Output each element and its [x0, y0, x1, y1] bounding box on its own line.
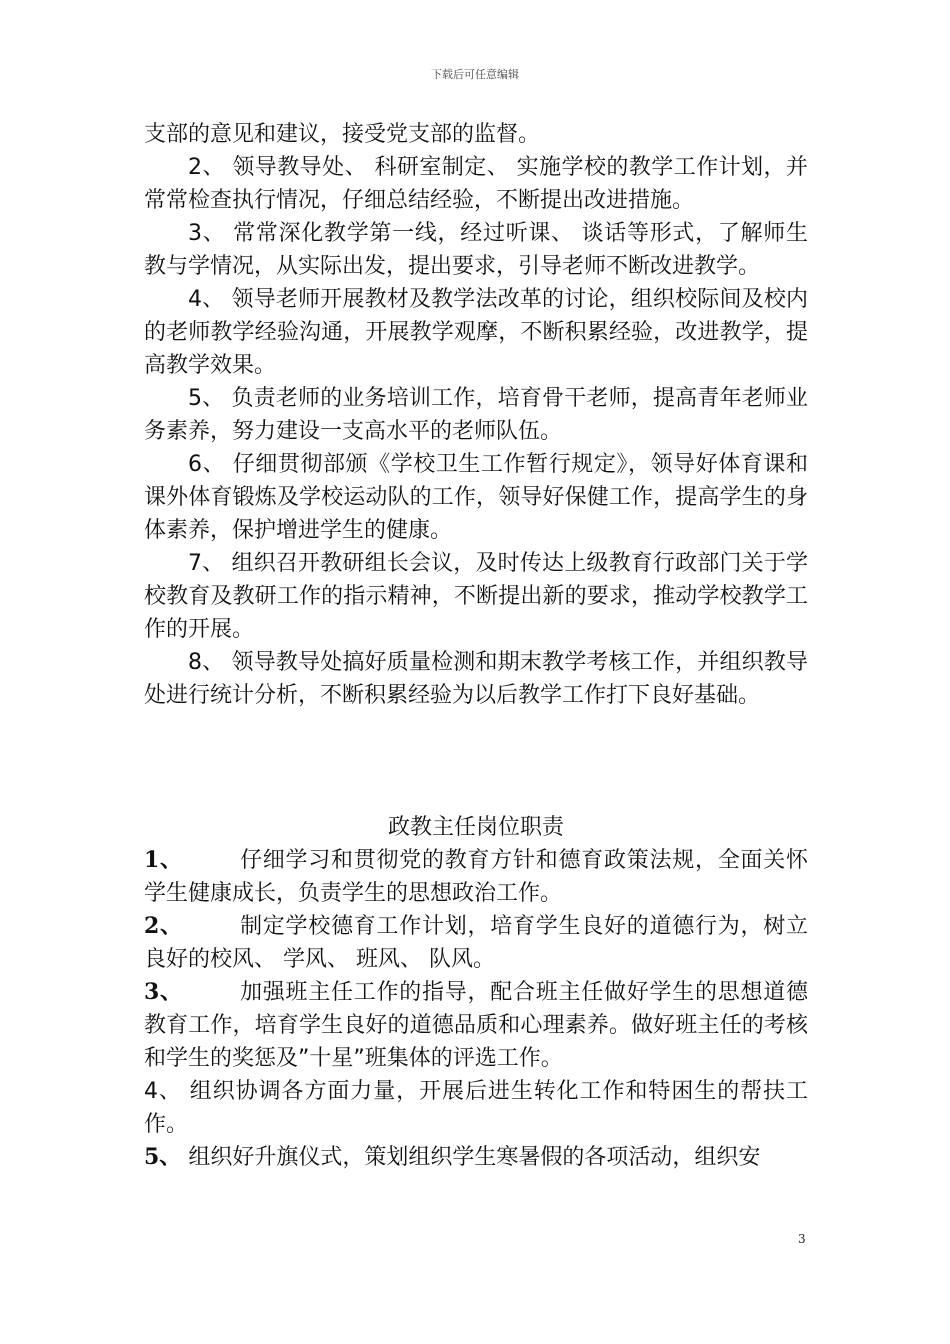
item-text: 仔细学习和贯彻党的教育方针和德育政策法规，全面关怀学生健康成长，负责学生的思想政治工作。: [144, 848, 808, 906]
duty-item: [144, 910, 808, 976]
duty-item: 3、 常常深化教学第一线，经过听课、 谈话等形式，了解师生教与学情况，从实际出发，提出要求，引导老师不断改进教学。: [144, 221, 808, 279]
duty-item: 5、 负责老师的业务培训工作，培育骨干老师，提高青年老师业务素养，努力建设一支高水平的老师队伍。: [144, 386, 808, 444]
document-body: [144, 118, 808, 1174]
item-text: 组织协调各方面力量，开展后进生转化工作和特困生的帮扶工作。: [144, 1079, 808, 1137]
duty-item: 8、 领导教导处搞好质量检测和期末教学考核工作，并组织教导处进行统计分析，不断积累经验为以后教学工作打下良好基础。: [144, 650, 808, 708]
item-text: 组织好升旗仪式，策划组织学生寒暑假的各项活动，组织安: [188, 1145, 761, 1170]
item-text: 加强班主任工作的指导，配合班主任做好学生的思想道德教育工作，培育学生良好的道德品质和心理素养。做好班主任的考核和学生的奖惩及”十星”班集体的评选工作。: [144, 980, 808, 1071]
duty-item: [144, 1141, 808, 1174]
duty-item: [144, 844, 808, 910]
duty-item: 6、 仔细贯彻部颁《学校卫生工作暂行规定》，领导好体育课和课外体育锻炼及学校运动队的工作，领导好保健工作，提高学生的身体素养，保护增进学生的健康。: [144, 452, 808, 543]
item-number: 3、: [144, 979, 172, 1005]
page-number: 3: [798, 1232, 806, 1246]
duty-item: [144, 1075, 808, 1141]
item-number: 5、: [144, 1144, 182, 1170]
item-number: 2、: [144, 913, 172, 939]
section-title: 政教主任岗位职责: [387, 815, 564, 840]
page-header: 下载后可任意编辑: [431, 68, 519, 81]
duty-item: [144, 976, 808, 1075]
paragraph-continuation: 支部的意见和建议，接受党支部的监督。: [144, 122, 541, 147]
duty-item: 4、 领导老师开展教材及教学法改革的讨论，组织校际间及校内的老师教学经验沟通，开展教学观摩，不断积累经验，改进教学，提高教学效果。: [144, 287, 808, 378]
item-text: 制定学校德育工作计划，培育学生良好的道德行为，树立良好的校风、 学风、 班风、 队风。: [144, 914, 808, 972]
item-number: 1、: [144, 847, 172, 873]
duty-item: 2、 领导教导处、 科研室制定、 实施学校的教学工作计划，并常常检查执行情况，仔细总结经验，不断提出改进措施。: [144, 155, 808, 213]
item-number: 4、: [144, 1079, 182, 1104]
section-gap: [144, 712, 808, 811]
duty-item: 7、 组织召开教研组长会议，及时传达上级教育行政部门关于学校教育及教研工作的指示精神，不断提出新的要求，推动学校教学工作的开展。: [144, 551, 808, 642]
